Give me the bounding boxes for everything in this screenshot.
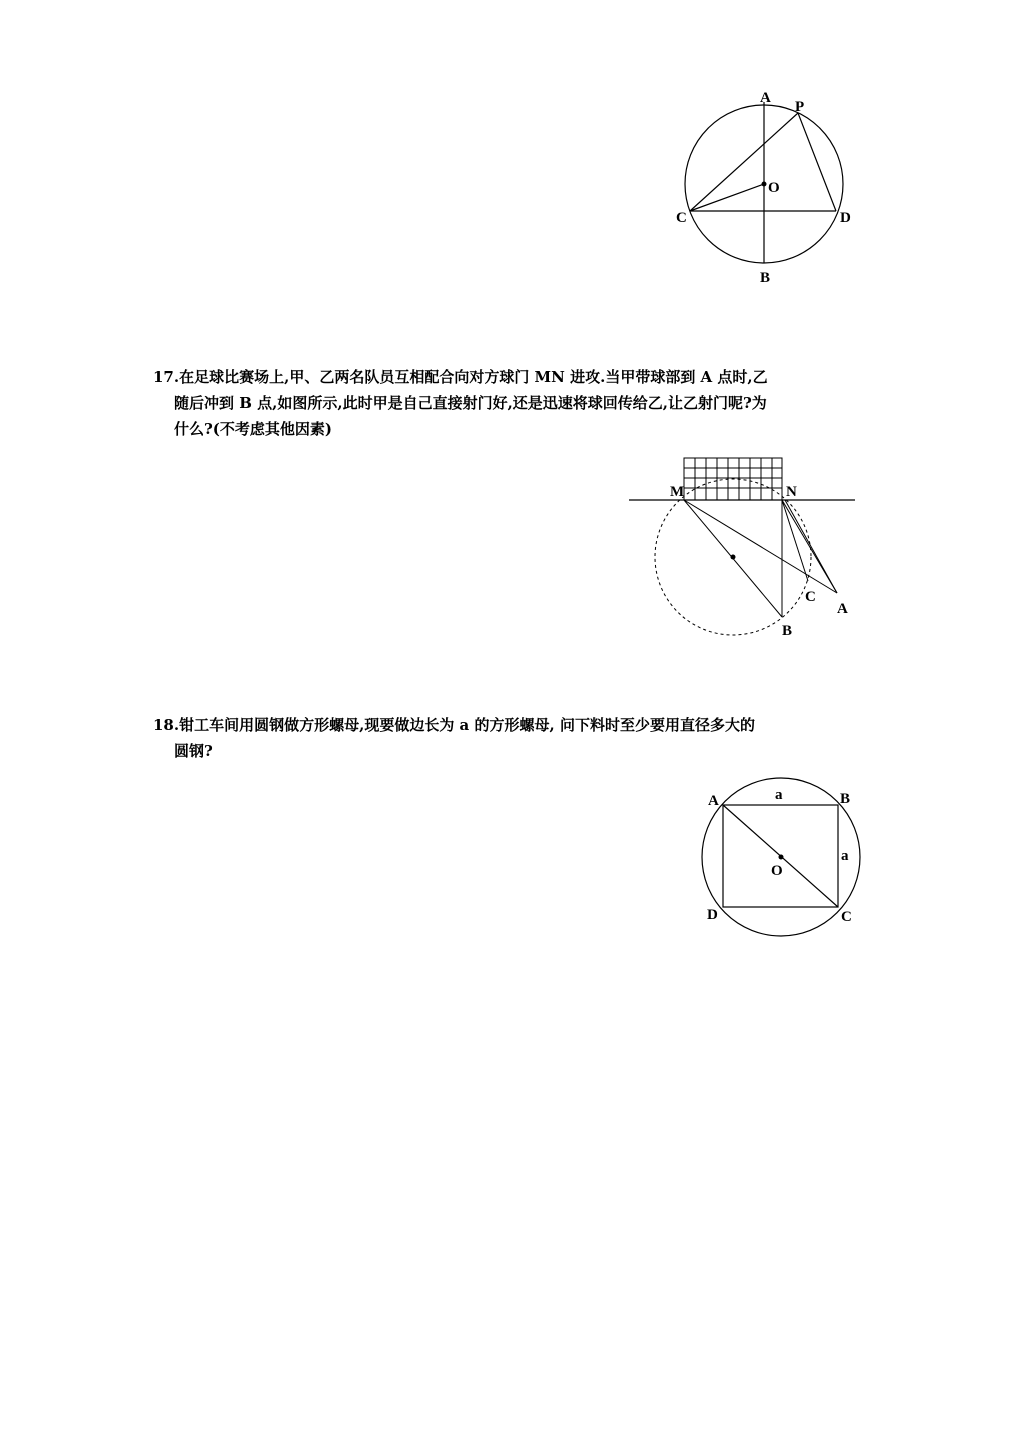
center-point xyxy=(779,855,784,860)
label-m: M xyxy=(670,484,685,500)
label-o: O xyxy=(771,863,783,879)
figure-circle-apcd xyxy=(660,80,880,300)
question-18-number: 18. xyxy=(153,716,180,734)
center-point xyxy=(762,182,767,187)
label-c: C xyxy=(841,909,852,925)
label-b: B xyxy=(840,791,851,807)
segment-nc xyxy=(782,500,808,581)
center-point xyxy=(731,555,736,560)
question-17 xyxy=(153,364,873,442)
segment-pd xyxy=(798,113,836,211)
label-o: O xyxy=(768,180,780,196)
label-d: D xyxy=(707,907,718,923)
label-a: A xyxy=(708,793,719,809)
label-d: D xyxy=(840,210,851,226)
question-17-line3: 什么?(不考虑其他因素) xyxy=(174,420,332,438)
label-a: A xyxy=(760,90,771,106)
question-18-line1: 钳工车间用圆钢做方形螺母,现要做边长为 a 的方形螺母, 问下料时至少要用直径多大的 xyxy=(179,716,755,734)
question-18-line2: 圆钢? xyxy=(174,742,213,760)
label-side-top: a xyxy=(775,787,783,803)
label-p: P xyxy=(795,99,805,115)
label-b: B xyxy=(782,623,793,639)
label-a: A xyxy=(837,601,848,617)
question-17-line1: 在足球比赛场上,甲、乙两名队员互相配合向对方球门 MN 进攻.当甲带球部到 A 点时,乙 xyxy=(179,368,768,386)
label-n: N xyxy=(786,484,797,500)
question-18 xyxy=(153,712,873,764)
question-17-number: 17. xyxy=(153,368,180,386)
segment-cp xyxy=(690,113,798,211)
segment-na2 xyxy=(785,500,837,593)
figure-soccer-goal xyxy=(625,455,865,645)
figure-square-in-circle xyxy=(695,780,875,940)
label-c: C xyxy=(676,210,687,226)
label-side-right: a xyxy=(841,848,849,864)
segment-ma xyxy=(684,500,837,593)
segment-co xyxy=(690,184,764,211)
label-b: B xyxy=(760,270,771,286)
question-17-line2: 随后冲到 B 点,如图所示,此时甲是自己直接射门好,还是迅速将球回传给乙,让乙射门呢?为 xyxy=(174,394,767,412)
label-c: C xyxy=(805,589,816,605)
